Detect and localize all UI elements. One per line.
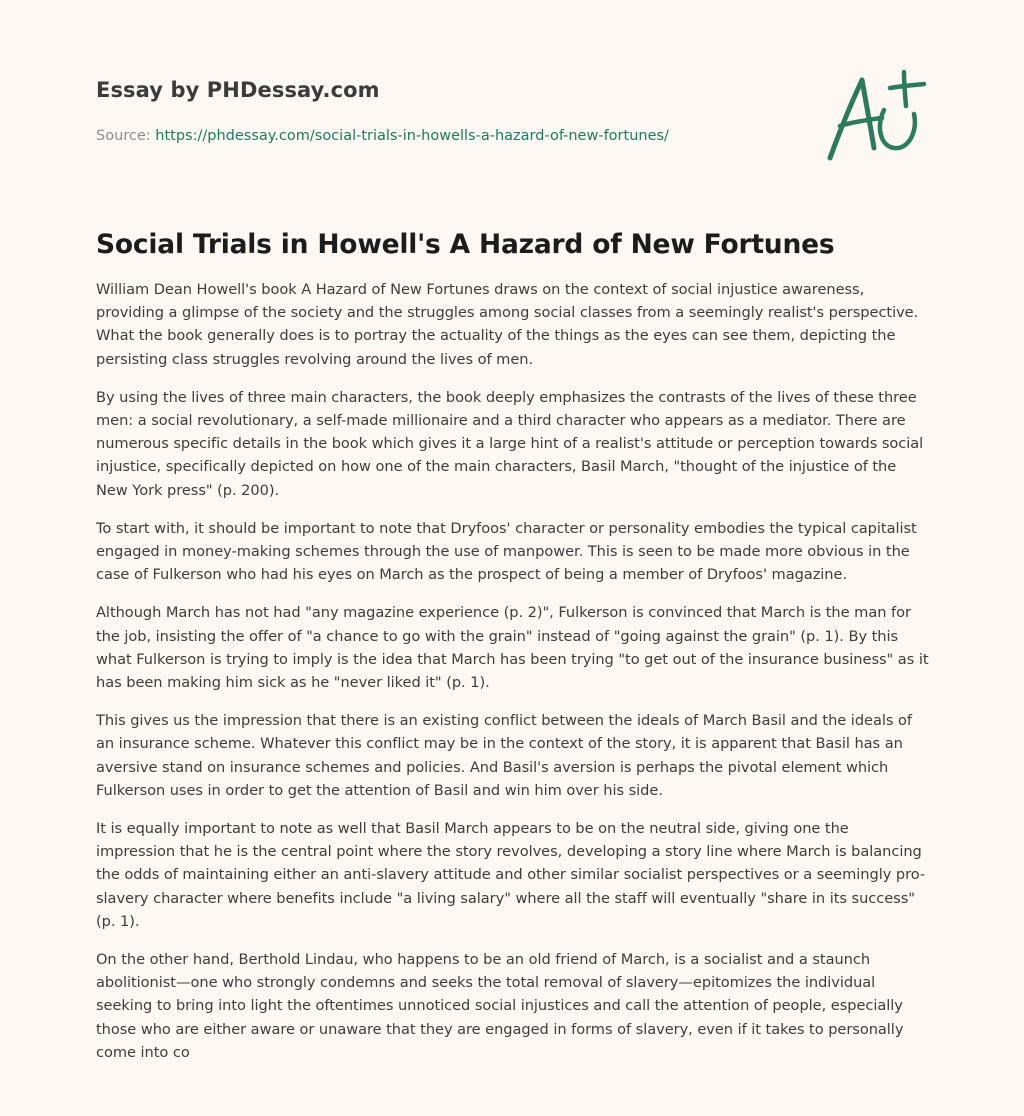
essay-paragraph: This gives us the impression that there is an existing conflict between the ideals of March Basil and the ideals of an insurance scheme. Whatever this conflict may be in the context of the story, it is apparent that Basil has an aversive stand on insurance schemes and policies. And Basil's aversion is perhaps the pivotal element which Fulkerson uses in order to get the attention of Basil and win him over his side. bbox=[96, 712, 912, 799]
a-plus-logo-icon bbox=[822, 66, 928, 166]
essay-paragraph: William Dean Howell's book A Hazard of New Fortunes draws on the context of social injustice awareness, providing a glimpse of the society and the struggles among social classes from a seemingly realist's perspective. What the book generally does is to portray the actuality of the things as the eyes can see them, depicting the persisting class struggles revolving around the lives of men. bbox=[96, 281, 919, 368]
essay-article bbox=[96, 226, 932, 1079]
essay-paragraph: Although March has not had "any magazine experience (p. 2)", Fulkerson is convinced that March is the man for the job, insisting the offer of "a chance to go with the grain" instead of "going against the grain" (p. 1). By this what Fulkerson is trying to imply is the idea that March has been trying "to get out of the insurance business" as it has been making him sick as he "never liked it" (p. 1). bbox=[96, 604, 929, 692]
source-label: Source: bbox=[96, 128, 156, 144]
page-header bbox=[96, 76, 796, 146]
essay-paragraph: It is equally important to note as well that Basil March appears to be on the neutral side, giving one the impression that he is the central point where the story revolves, developing a story line where March is balancing the odds of maintaining either an anti-slavery attitude and other similar socialist perspectives or a seemingly pro-slavery character where benefits include "a living salary" where all the staff will eventually "share in its success" (p. 1). bbox=[96, 820, 926, 930]
source-line bbox=[96, 126, 796, 146]
site-title: Essay by PHDessay.com bbox=[96, 78, 380, 102]
essay-paragraph: To start with, it should be important to note that Dryfoos' character or personality embodies the typical capitalist engaged in money-making schemes through the use of manpower. This is seen to be made more obvious in the case of Fulkerson who had his eyes on March as the prospect of being a member of Dryfoos' magazine. bbox=[96, 519, 917, 584]
source-link[interactable]: https://phdessay.com/social-trials-in-howells-a-hazard-of-new-fortunes/ bbox=[155, 128, 669, 144]
essay-title: Social Trials in Howell's A Hazard of New Fortunes bbox=[96, 229, 835, 260]
essay-paragraph: By using the lives of three main characters, the book deeply emphasizes the contrasts of the lives of these three men: a social revolutionary, a self-made millionaire and a third character who appears as a mediator. There are numerous specific details in the book which gives it a large hint of a realist's attitude or perception towards social injustice, specifically depicted on how one of the main characters, Basil March, "thought of the injustice of the New York press" (p. 200). bbox=[96, 388, 924, 499]
essay-paragraph: On the other hand, Berthold Lindau, who happens to be an old friend of March, is a socialist and a staunch abolitionist—one who strongly condemns and seeks the total removal of slavery—epitomizes the individual seeking to bring into light the oftentimes unnoticed social injustices and call the attention of people, especially those who are either aware or unaware that they are engaged in forms of slavery, even if it takes to personally come into co bbox=[96, 951, 904, 1061]
